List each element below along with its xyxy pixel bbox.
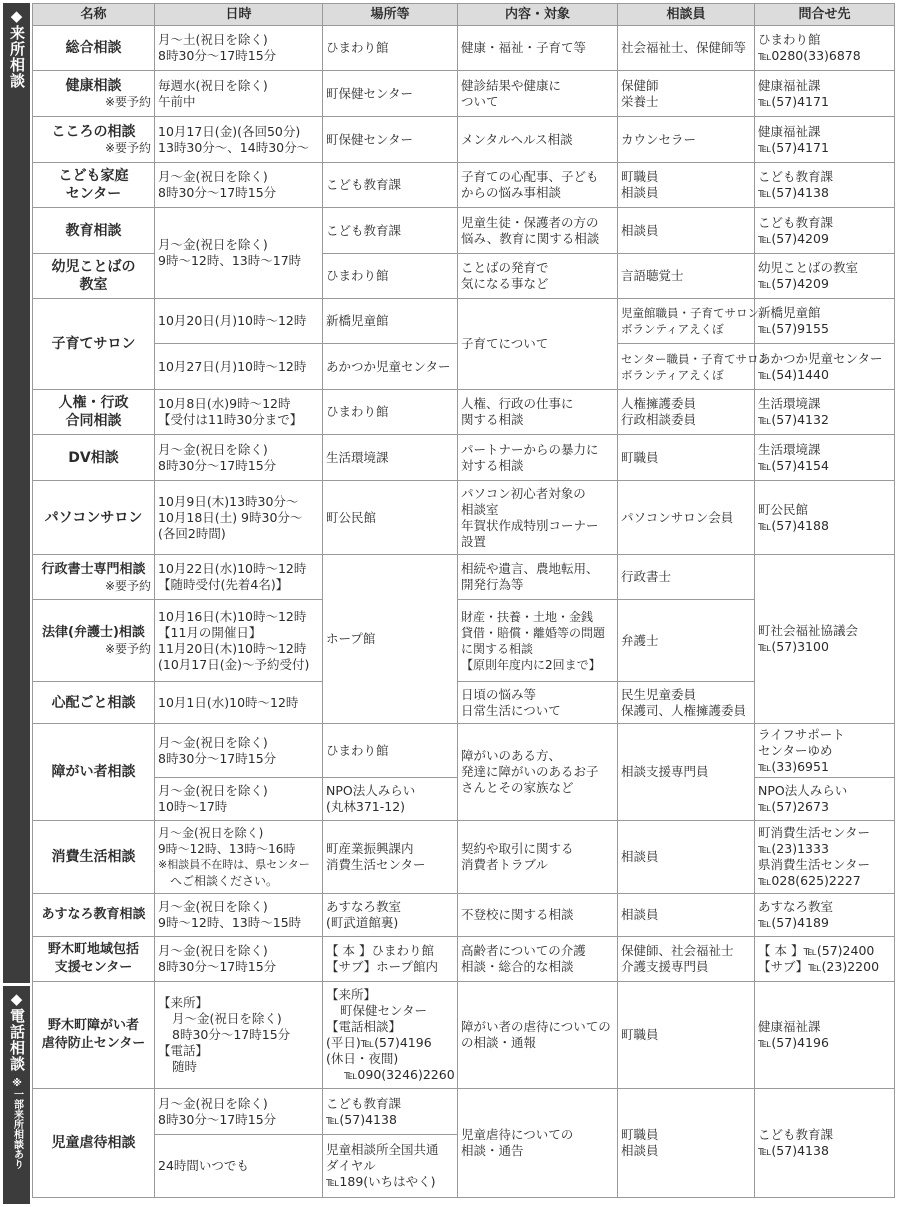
table-row: [33, 894, 895, 937]
row-name: 野木町地域包括 支援センター: [33, 937, 155, 982]
row-place: こども教育課: [323, 163, 458, 208]
row-datetime: 10月20日(月)10時～12時: [155, 299, 323, 344]
table-row: [33, 26, 895, 71]
consultation-table: [32, 3, 895, 1198]
table-row: [33, 982, 895, 1089]
row-place: 町保健センター: [323, 117, 458, 163]
row-datetime: 月～金(祝日を除く) 8時30分～17時15分: [155, 937, 323, 982]
row-content: 障がいのある方、 発達に障がいのあるお子 さんとその家族など: [458, 724, 618, 821]
row-name: あすなろ教育相談: [33, 894, 155, 937]
row-name: パソコンサロン: [33, 481, 155, 555]
row-staff: 児童館職員・子育てサロン ボランティアえくぼ: [618, 299, 755, 344]
row-staff: 相談員: [618, 821, 755, 894]
diamond-bullet-icon: ◆: [10, 7, 23, 25]
row-staff: 保健師 栄養士: [618, 71, 755, 117]
row-place: 町産業振興課内 消費生活センター: [323, 821, 458, 894]
row-name: 行政書士専門相談 ※要予約: [33, 555, 155, 600]
row-staff: 保健師、社会福祉士 介護支援専門員: [618, 937, 755, 982]
row-contact: あかつか児童センター ℡(54)1440: [755, 344, 895, 390]
row-contact: 町公民館 ℡(57)4188: [755, 481, 895, 555]
row-contact: 生活環境課 ℡(57)4132: [755, 390, 895, 435]
header-place: 場所等: [323, 4, 458, 26]
row-content: 不登校に関する相談: [458, 894, 618, 937]
row-contact: こども教育課 ℡(57)4209: [755, 208, 895, 254]
row-staff: 民生児童委員 保護司、人権擁護委員: [618, 682, 755, 724]
row-datetime: 10月16日(木)10時～12時 【11月の開催日】 11月20日(木)10時～12時 (10月17日(金)～予約受付): [155, 600, 323, 682]
row-content: 高齢者についての介護 相談・総合的な相談: [458, 937, 618, 982]
row-staff: 町職員: [618, 435, 755, 481]
diamond-bullet-icon: ◆: [10, 990, 23, 1008]
row-contact: 健康福祉課 ℡(57)4171: [755, 71, 895, 117]
row-staff: センター職員・子育てサロン ボランティアえくぼ: [618, 344, 755, 390]
row-staff: 社会福祉士、保健師等: [618, 26, 755, 71]
row-datetime: 月～土(祝日を除く) 8時30分～17時15分: [155, 26, 323, 71]
row-name: 障がい者相談: [33, 724, 155, 821]
row-staff: 町職員 相談員: [618, 1089, 755, 1198]
row-place: 【来所】 町保健センター 【電話相談】 (平日)℡(57)4196 (休日・夜間) ℡090(3246)2260: [323, 982, 458, 1089]
row-name: 心配ごと相談: [33, 682, 155, 724]
row-place: 生活環境課: [323, 435, 458, 481]
table-row: [33, 481, 895, 555]
row-content: 相続や遺言、農地転用、 開発行為等: [458, 555, 618, 600]
row-staff: 人権擁護委員 行政相談委員: [618, 390, 755, 435]
row-contact: 健康福祉課 ℡(57)4171: [755, 117, 895, 163]
row-contact: NPO法人みらい ℡(57)2673: [755, 778, 895, 821]
row-contact: こども教育課 ℡(57)4138: [755, 1089, 895, 1198]
row-content: 健康・福祉・子育て等: [458, 26, 618, 71]
row-staff: 行政書士: [618, 555, 755, 600]
row-content: 障がい者の虐待についての の相談・通報: [458, 982, 618, 1089]
row-contact: 幼児ことばの教室 ℡(57)4209: [755, 254, 895, 299]
row-staff: 相談支援専門員: [618, 724, 755, 821]
row-datetime: 月～金(祝日を除く) 8時30分～17時15分: [155, 1089, 323, 1135]
row-staff: 町職員: [618, 982, 755, 1089]
row-contact: 新橋児童館 ℡(57)9155: [755, 299, 895, 344]
row-place: 新橋児童館: [323, 299, 458, 344]
table-row: [33, 555, 895, 600]
row-content: 契約や取引に関する 消費者トラブル: [458, 821, 618, 894]
row-staff: 言語聴覚士: [618, 254, 755, 299]
row-name: 消費生活相談: [33, 821, 155, 894]
row-name: 人権・行政 合同相談: [33, 390, 155, 435]
header-row: [33, 4, 895, 26]
row-datetime: 月～金(祝日を除く) 9時～12時、13時～15時: [155, 894, 323, 937]
row-name: 子育てサロン: [33, 299, 155, 390]
row-place: ホープ館: [323, 555, 458, 724]
row-place: あすなろ教室 (町武道館裏): [323, 894, 458, 937]
row-content: 児童虐待についての 相談・通告: [458, 1089, 618, 1198]
row-contact: 町消費生活センター ℡(23)1333 県消費生活センター ℡028(625)2227: [755, 821, 895, 894]
row-place: こども教育課: [323, 208, 458, 254]
row-contact: 生活環境課 ℡(57)4154: [755, 435, 895, 481]
row-place: 児童相談所全国共通 ダイヤル ℡189(いちはやく): [323, 1135, 458, 1198]
row-name: こころの相談 ※要予約: [33, 117, 155, 163]
row-staff: パソコンサロン会員: [618, 481, 755, 555]
table-row: [33, 937, 895, 982]
row-content: メンタルヘルス相談: [458, 117, 618, 163]
row-datetime: 月～金(祝日を除く) 8時30分～17時15分: [155, 435, 323, 481]
section-label-phone: [3, 986, 30, 1204]
row-place: こども教育課 ℡(57)4138: [323, 1089, 458, 1135]
row-contact: こども教育課 ℡(57)4138: [755, 163, 895, 208]
row-staff: 弁護士: [618, 600, 755, 682]
header-name: 名称: [33, 4, 155, 26]
table-row: [33, 163, 895, 208]
row-content: 子育ての心配事、子ども からの悩み事相談: [458, 163, 618, 208]
row-name: DV相談: [33, 435, 155, 481]
row-place: ひまわり館: [323, 390, 458, 435]
row-name: 教育相談: [33, 208, 155, 254]
row-contact: あすなろ教室 ℡(57)4189: [755, 894, 895, 937]
row-staff: 相談員: [618, 208, 755, 254]
row-datetime: 24時間いつでも: [155, 1135, 323, 1198]
table-row: [33, 117, 895, 163]
table-row: [33, 435, 895, 481]
row-datetime: 月～金(祝日を除く) 8時30分～17時15分: [155, 163, 323, 208]
row-datetime: 10月27日(月)10時～12時: [155, 344, 323, 390]
row-content: 子育てについて: [458, 299, 618, 390]
row-name: 野木町障がい者 虐待防止センター: [33, 982, 155, 1089]
table-row: [33, 724, 895, 778]
row-content: 児童生徒・保護者の方の 悩み、教育に関する相談: [458, 208, 618, 254]
section-title-visit: 来所相談: [8, 25, 26, 89]
table-row: [33, 821, 895, 894]
row-content: ことばの発育で 気になる事など: [458, 254, 618, 299]
row-datetime: 10月17日(金)(各回50分) 13時30分～、14時30分～: [155, 117, 323, 163]
section-note-phone: ※一部来所相談あり: [11, 1078, 23, 1169]
row-place: NPO法人みらい (丸林371-12): [323, 778, 458, 821]
row-name: 幼児ことばの 教室: [33, 254, 155, 299]
section-label-visit: [3, 3, 30, 983]
row-datetime: 月～金(祝日を除く) 10時～17時: [155, 778, 323, 821]
row-place: 町公民館: [323, 481, 458, 555]
row-contact: ひまわり館 ℡0280(33)6878: [755, 26, 895, 71]
row-place: ひまわり館: [323, 724, 458, 778]
row-contact: ライフサポート センターゆめ ℡(33)6951: [755, 724, 895, 778]
row-place: ひまわり館: [323, 26, 458, 71]
row-staff: 町職員 相談員: [618, 163, 755, 208]
row-name: 総合相談: [33, 26, 155, 71]
row-name: 健康相談 ※要予約: [33, 71, 155, 117]
row-contact: 健康福祉課 ℡(57)4196: [755, 982, 895, 1089]
row-datetime: 10月9日(木)13時30分～ 10月18日(土) 9時30分～ (各回2時間): [155, 481, 323, 555]
header-datetime: 日時: [155, 4, 323, 26]
row-datetime: 月～金(祝日を除く) 8時30分～17時15分: [155, 724, 323, 778]
row-staff: 相談員: [618, 894, 755, 937]
row-place: 【 本 】ひまわり館 【サブ】ホープ館内: [323, 937, 458, 982]
table-row: [33, 1089, 895, 1135]
row-content: 健診結果や健康に ついて: [458, 71, 618, 117]
row-staff: カウンセラー: [618, 117, 755, 163]
table-row: [33, 208, 895, 254]
row-datetime: 月～金(祝日を除く) 9時～12時、13時～16時 ※相談員不在時は、県センター へご相談ください。: [155, 821, 323, 894]
row-place: 町保健センター: [323, 71, 458, 117]
row-datetime: 10月22日(水)10時～12時 【随時受付(先着4名)】: [155, 555, 323, 600]
row-name: こども家庭 センター: [33, 163, 155, 208]
table-row: [33, 71, 895, 117]
row-content: 財産・扶養・土地・金銭 貸借・賠償・離婚等の問題 に関する相談 【原則年度内に2回まで】: [458, 600, 618, 682]
row-content: パートナーからの暴力に 対する相談: [458, 435, 618, 481]
header-staff: 相談員: [618, 4, 755, 26]
row-contact: 町社会福祉協議会 ℡(57)3100: [755, 555, 895, 724]
table-row: [33, 299, 895, 344]
row-content: パソコン初心者対象の 相談室 年賀状作成特別コーナー 設置: [458, 481, 618, 555]
row-name: 法律(弁護士)相談 ※要予約: [33, 600, 155, 682]
row-content: 人権、行政の仕事に 関する相談: [458, 390, 618, 435]
row-datetime: 毎週水(祝日を除く) 午前中: [155, 71, 323, 117]
section-title-phone: 電話相談: [8, 1008, 26, 1072]
row-content: 日頃の悩み等 日常生活について: [458, 682, 618, 724]
row-datetime: 10月8日(水)9時～12時 【受付は11時30分まで】: [155, 390, 323, 435]
row-name: 児童虐待相談: [33, 1089, 155, 1198]
header-content: 内容・対象: [458, 4, 618, 26]
row-place: ひまわり館: [323, 254, 458, 299]
table-row: [33, 390, 895, 435]
header-contact: 問合せ先: [755, 4, 895, 26]
row-datetime: 月～金(祝日を除く) 9時～12時、13時～17時: [155, 208, 323, 299]
row-contact: 【 本 】℡(57)2400 【サブ】℡(23)2200: [755, 937, 895, 982]
row-place: あかつか児童センター: [323, 344, 458, 390]
row-datetime: 10月1日(水)10時～12時: [155, 682, 323, 724]
row-datetime: 【来所】 月～金(祝日を除く) 8時30分～17時15分 【電話】 随時: [155, 982, 323, 1089]
